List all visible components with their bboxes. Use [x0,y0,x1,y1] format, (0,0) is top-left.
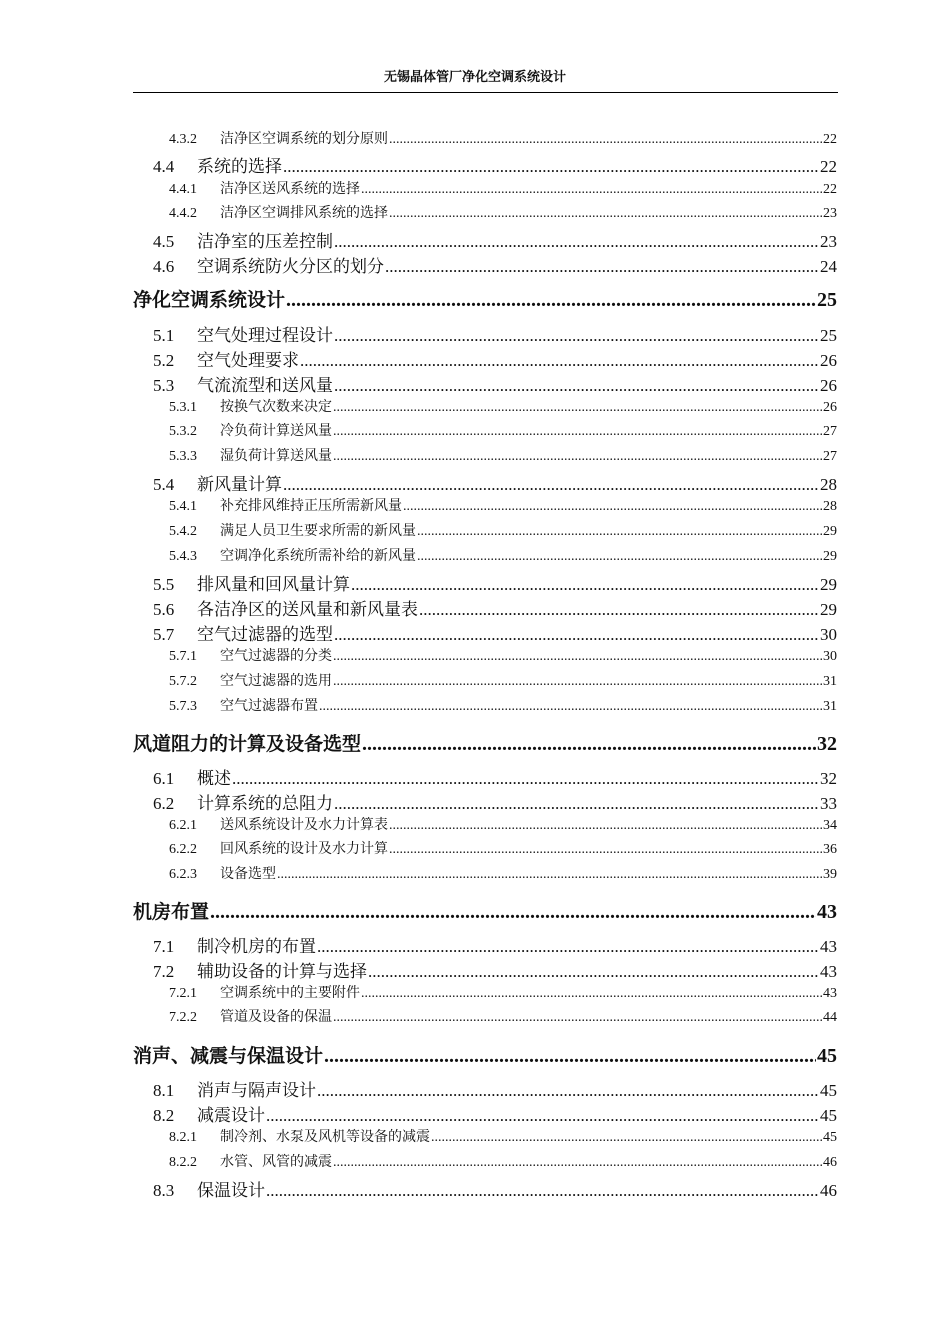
toc-entry-title: 辅助设备的计算与选择 [197,962,367,981]
toc-entry-title: 湿负荷计算送风量 [220,449,332,464]
toc-dot-leader [334,326,819,346]
toc-entry-number: 6.2.1 [169,818,197,833]
toc-entry-title: 洁净区空调排风系统的选择 [220,206,388,221]
toc-entry-number: 5.3.3 [169,449,197,464]
toc-entry-number: 8.1 [153,1081,175,1100]
toc-dot-leader [286,289,816,312]
toc-page-number: 45 [820,1106,837,1125]
toc-section-entry[interactable] [169,670,837,688]
toc-entry-number: 5.7.2 [169,674,197,689]
toc-section-entry[interactable] [153,620,837,642]
toc-page-number: 24 [820,257,837,276]
toc-section-entry[interactable] [169,545,837,563]
toc-entry-number: 5.3 [153,376,175,395]
toc-page-number: 46 [823,1155,837,1170]
toc-entry-title: 设备选型 [220,867,276,882]
toc-entry-number: 5.3.2 [169,424,197,439]
toc-page-number: 46 [820,1181,837,1200]
toc-chapter-entry[interactable] [133,285,837,311]
toc-entry-number: 5.6 [153,600,175,619]
toc-page-number: 36 [823,842,837,857]
toc-page-number: 26 [820,351,837,370]
toc-entry-number: 5.2 [153,351,175,370]
toc-dot-leader [368,962,819,982]
toc-entry-title: 制冷剂、水泵及风机等设备的减震 [220,1130,430,1145]
toc-entry-title: 净化空调系统设计 [133,289,286,311]
toc-dot-leader [351,575,819,595]
toc-page-number: 30 [823,649,837,664]
toc-section-entry[interactable] [153,1101,837,1123]
toc-section-entry[interactable] [153,371,837,393]
toc-entry-number: 7.2.1 [169,986,197,1001]
toc-page-number: 31 [823,699,837,714]
toc-dot-leader [333,674,822,690]
toc-dot-leader [361,986,822,1002]
toc-entry-title: 概述 [197,769,231,788]
toc-page-number: 34 [823,818,837,833]
toc-entry-number: 5.7 [153,625,175,644]
toc-entry-title: 回风系统的设计及水力计算 [220,842,388,857]
toc-entry-title: 送风系统设计及水力计算表 [220,818,388,833]
toc-page-number: 30 [820,625,837,644]
toc-section-entry[interactable] [169,495,837,513]
toc-entry-number: 7.2 [153,962,175,981]
toc-page-number: 43 [820,962,837,981]
toc-section-entry[interactable] [153,470,837,492]
toc-dot-leader [389,206,822,222]
toc-dot-leader [334,232,819,252]
toc-entry-number: 8.2 [153,1106,175,1125]
toc-entry-title: 新风量计算 [197,475,282,494]
toc-entry-number: 5.4.3 [169,549,197,564]
header-rule [133,92,838,93]
toc-entry-number: 6.2 [153,794,175,813]
toc-dot-leader [333,1010,822,1026]
toc-entry-title: 空调系统防火分区的划分 [197,257,384,276]
toc-entry-number: 7.2.2 [169,1010,197,1025]
toc-dot-leader [333,400,822,416]
toc-page-number: 27 [823,424,837,439]
toc-dot-leader [389,842,822,858]
toc-entry-title: 消声、减震与保温设计 [133,1045,324,1067]
toc-entry-number: 5.3.1 [169,400,197,415]
toc-entry-title: 空气过滤器的选用 [220,674,332,689]
toc-page-number: 28 [820,475,837,494]
toc-entry-title: 空气过滤器布置 [220,699,318,714]
toc-page-number: 39 [823,867,837,882]
toc-entry-number: 6.1 [153,769,175,788]
toc-dot-leader [333,649,822,665]
toc-section-entry[interactable] [169,445,837,463]
toc-page-number: 45 [817,1045,837,1067]
toc-section-entry[interactable] [169,863,837,881]
toc-entry-title: 消声与隔声设计 [197,1081,316,1100]
toc-entry-title: 洁净室的压差控制 [197,232,333,251]
toc-section-entry[interactable] [169,128,837,146]
toc-entry-title: 制冷机房的布置 [197,937,316,956]
toc-chapter-entry[interactable] [133,1041,837,1067]
toc-page-number: 25 [820,326,837,345]
toc-dot-leader [300,351,819,371]
toc-page-number: 22 [823,132,837,147]
toc-page-number: 45 [823,1130,837,1145]
toc-entry-number: 8.2.2 [169,1155,197,1170]
toc-entry-number: 4.3.2 [169,132,197,147]
toc-entry-number: 5.1 [153,326,175,345]
toc-page-number: 29 [820,600,837,619]
toc-page-number: 33 [820,794,837,813]
toc-section-entry[interactable] [153,346,837,368]
toc-dot-leader [277,867,822,883]
toc-section-entry[interactable] [169,1151,837,1169]
toc-dot-leader [210,901,816,924]
toc-dot-leader [283,475,819,495]
toc-page-number: 31 [823,674,837,689]
toc-chapter-entry[interactable] [133,729,837,755]
toc-entry-title: 管道及设备的保温 [220,1010,332,1025]
toc-page-number: 25 [817,289,837,311]
toc-page-number: 32 [820,769,837,788]
toc-page-number: 22 [823,182,837,197]
toc-entry-title: 减震设计 [197,1106,265,1125]
toc-dot-leader [333,424,822,440]
toc-section-entry[interactable] [169,202,837,220]
toc-dot-leader [334,794,819,814]
toc-page-number: 23 [820,232,837,251]
toc-entry-title: 洁净区空调系统的划分原则 [220,132,388,147]
toc-dot-leader [362,733,816,756]
toc-entry-title: 各洁净区的送风量和新风量表 [197,600,418,619]
toc-page-number: 45 [820,1081,837,1100]
toc-entry-title: 空调净化系统所需补给的新风量 [220,549,416,564]
toc-entry-title: 机房布置 [133,901,210,923]
toc-entry-number: 5.4.2 [169,524,197,539]
toc-entry-title: 空气处理要求 [197,351,299,370]
toc-section-entry[interactable] [153,152,837,174]
toc-entry-number: 5.4.1 [169,499,197,514]
toc-section-entry[interactable] [153,1176,837,1198]
toc-entry-number: 4.4.1 [169,182,197,197]
toc-page-number: 43 [820,937,837,956]
toc-entry-number: 5.7.1 [169,649,197,664]
toc-entry-title: 风道阻力的计算及设备选型 [133,733,362,755]
toc-entry-title: 空气过滤器的分类 [220,649,332,664]
toc-entry-title: 按换气次数来决定 [220,400,332,415]
toc-dot-leader [431,1130,822,1146]
toc-section-entry[interactable] [153,570,837,592]
toc-entry-number: 4.6 [153,257,175,276]
toc-dot-leader [324,1045,816,1068]
toc-dot-leader [389,818,822,834]
toc-dot-leader [403,499,822,515]
toc-entry-title: 冷负荷计算送风量 [220,424,332,439]
toc-dot-leader [334,625,819,645]
toc-section-entry[interactable] [169,814,837,832]
toc-section-entry[interactable] [153,595,837,617]
toc-page-number: 26 [823,400,837,415]
toc-section-entry[interactable] [169,695,837,713]
toc-section-entry[interactable] [153,321,837,343]
toc-section-entry[interactable] [153,764,837,786]
toc-entry-title: 排风量和回风量计算 [197,575,350,594]
toc-entry-number: 5.5 [153,575,175,594]
toc-page-number: 29 [823,549,837,564]
toc-section-entry[interactable] [169,178,837,196]
toc-dot-leader [419,600,819,620]
toc-dot-leader [385,257,819,277]
toc-dot-leader [266,1181,819,1201]
toc-chapter-entry[interactable] [133,897,837,923]
toc-dot-leader [361,182,822,198]
toc-section-entry[interactable] [153,789,837,811]
toc-entry-number: 7.1 [153,937,175,956]
toc-section-entry[interactable] [153,1076,837,1098]
toc-page-number: 22 [820,157,837,176]
toc-entry-title: 洁净区送风系统的选择 [220,182,360,197]
toc-page-number: 32 [817,733,837,755]
toc-section-entry[interactable] [169,645,837,663]
toc-entry-number: 5.7.3 [169,699,197,714]
toc-entry-title: 气流流型和送风量 [197,376,333,395]
toc-dot-leader [319,699,822,715]
toc-section-entry[interactable] [169,982,837,1000]
toc-entry-title: 空调系统中的主要附件 [220,986,360,1001]
toc-dot-leader [334,376,819,396]
toc-page-number: 28 [823,499,837,514]
toc-entry-number: 8.3 [153,1181,175,1200]
toc-dot-leader [317,937,819,957]
toc-entry-title: 保温设计 [197,1181,265,1200]
toc-section-entry[interactable] [169,520,837,538]
toc-entry-number: 8.2.1 [169,1130,197,1145]
toc-dot-leader [232,769,819,789]
toc-section-entry[interactable] [153,957,837,979]
toc-section-entry[interactable] [169,420,837,438]
toc-entry-title: 计算系统的总阻力 [197,794,333,813]
toc-page-number: 26 [820,376,837,395]
toc-entry-title: 空气过滤器的选型 [197,625,333,644]
toc-page-number: 27 [823,449,837,464]
toc-entry-title: 空气处理过程设计 [197,326,333,345]
toc-section-entry[interactable] [153,932,837,954]
toc-dot-leader [417,549,822,565]
toc-section-entry[interactable] [153,227,837,249]
toc-entry-number: 6.2.2 [169,842,197,857]
toc-section-entry[interactable] [169,1126,837,1144]
toc-entry-title: 水管、风管的减震 [220,1155,332,1170]
toc-dot-leader [417,524,822,540]
toc-dot-leader [283,157,819,177]
toc-dot-leader [333,1155,822,1171]
toc-entry-number: 4.5 [153,232,175,251]
toc-page-number: 43 [823,986,837,1001]
toc-entry-number: 5.4 [153,475,175,494]
toc-section-entry[interactable] [169,838,837,856]
toc-page-number: 43 [817,901,837,923]
toc-dot-leader [266,1106,819,1126]
toc-section-entry[interactable] [169,1006,837,1024]
toc-entry-number: 4.4.2 [169,206,197,221]
toc-section-entry[interactable] [169,396,837,414]
toc-dot-leader [333,449,822,465]
toc-entry-title: 满足人员卫生要求所需的新风量 [220,524,416,539]
toc-section-entry[interactable] [153,252,837,274]
toc-entry-number: 4.4 [153,157,175,176]
toc-page-number: 44 [823,1010,837,1025]
toc-page-number: 29 [820,575,837,594]
toc-dot-leader [389,132,822,148]
page-header-title: 无锡晶体管厂净化空调系统设计 [383,70,566,85]
toc-entry-title: 补充排风维持正压所需新风量 [220,499,402,514]
toc-page-number: 23 [823,206,837,221]
toc-dot-leader [317,1081,819,1101]
toc-entry-number: 6.2.3 [169,867,197,882]
toc-page-number: 29 [823,524,837,539]
toc-entry-title: 系统的选择 [197,157,282,176]
